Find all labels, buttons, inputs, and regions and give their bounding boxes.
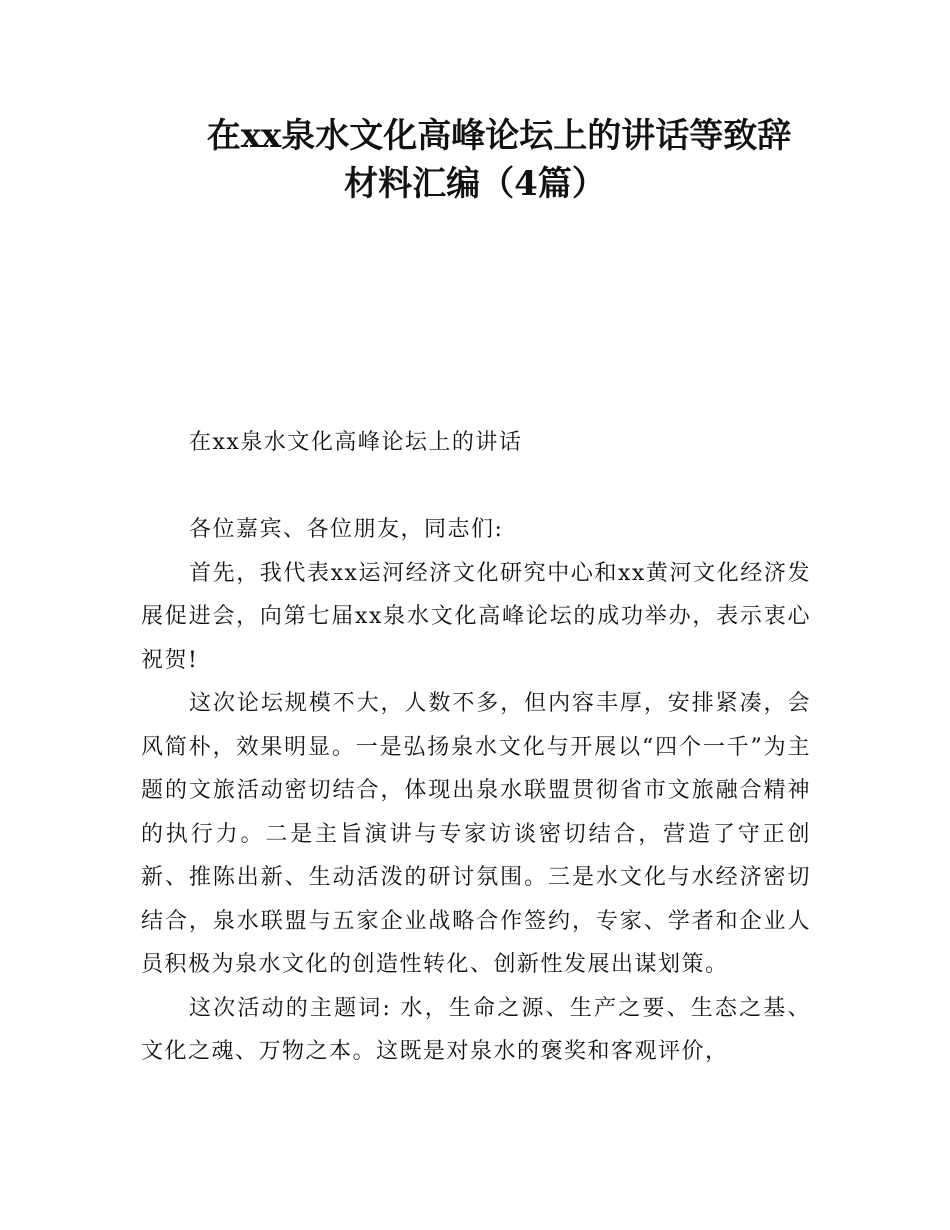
paragraph-2: 这次论坛规模不大，人数不多，但内容丰厚，安排紧凑，会风简朴，效果明显。一是弘扬泉水文化与开展以“四个一千”为主题的文旅活动密切结合，体现出泉水联盟贯彻省市文旅融合精神的执行力。二是主旨演讲与专家访谈密切结合，营造了守正创新、推陈出新、生动活泼的研讨氛围。三是水文化与水经济密切结合，泉水联盟与五家企业战略合作签约，专家、学者和企业人员积极为泉水文化的创造性转化、创新性发展出谋划策。 [141, 691, 811, 977]
blank-line [141, 465, 811, 509]
document-title [0, 112, 950, 208]
paragraph-1: 首先，我代表xx运河经济文化研究中心和xx黄河文化经济发展促进会，向第七届xx泉水文化高峰论坛的成功举办，表示衷心祝贺! [141, 560, 811, 673]
salutation: 各位嘉宾、各位朋友，同志们: [189, 517, 504, 542]
paragraph-3: 这次活动的主题词: 水，生命之源、生产之要、生态之基、文化之魂、万物之本。这既是对泉水的褒奖和客观评价， [141, 995, 811, 1064]
title-line-2: 材料汇编（4篇） [344, 164, 606, 204]
document-body [141, 421, 811, 1074]
section-heading: 在xx泉水文化高峰论坛上的讲话 [189, 430, 523, 455]
title-line-1: 在xx泉水文化高峰论坛上的讲话等致辞 [206, 116, 792, 156]
